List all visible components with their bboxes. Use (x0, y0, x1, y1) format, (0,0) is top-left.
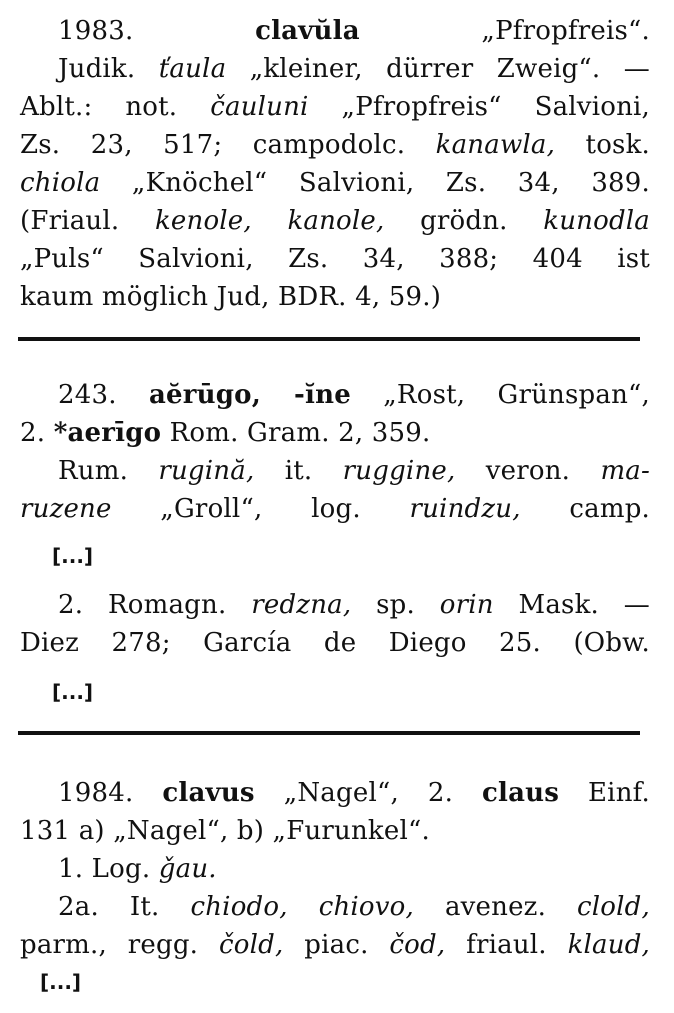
omission-marker: [...] (40, 970, 82, 994)
headword-variant: *aerīgo (53, 418, 162, 448)
entry-heading: 243. aĕrūgo, -ĭne „Rost, Grünspan“, (58, 380, 650, 410)
entry-text-line: chiola „Knöchel“ Salvioni, Zs. 34, 389. (20, 168, 651, 198)
entry-heading: 1983. clavŭla „Pfropfreis“. (58, 16, 650, 46)
headword: aĕrūgo, -ĭne (149, 380, 351, 410)
divider (18, 337, 640, 341)
entry-text-line: 131 a) „Nagel“, b) „Furunkel“. (20, 816, 430, 846)
entry-text-line: 2a. It. chiodo, chiovo, avenez. clold, (58, 892, 650, 922)
omission-marker: [...] (52, 544, 94, 568)
entry-text-line: Rum. rugină, it. ruggine, veron. ma- (58, 456, 650, 486)
entry-243 (20, 376, 650, 528)
entry-text-line: kaum möglich Jud, BDR. 4, 59.) (20, 282, 442, 312)
entry-243-continued (20, 586, 650, 662)
entry-text-line: ruzene „Groll“, log. ruindzu, camp. (20, 494, 650, 524)
entry-text-line: Zs. 23, 517; campodolc. kanawla, tosk. (20, 130, 651, 160)
entry-text-line: 2. Romagn. redzna, sp. orin Mask. — (58, 590, 650, 620)
headword: clavŭla (255, 16, 360, 46)
divider (18, 731, 640, 735)
omission-marker: [...] (52, 680, 94, 704)
entry-text-line: Ablt.: not. čauluni „Pfropfreis“ Salvioni, (20, 92, 650, 122)
entry-text-line: Judik. ťaula „kleiner, dürrer Zweig“. — (58, 54, 650, 84)
entry-text-line: Diez 278; García de Diego 25. (Obw. (20, 628, 650, 658)
entry-text-line: 1. Log. ǧau. (58, 854, 217, 884)
entry-text-line: „Puls“ Salvioni, Zs. 34, 388; 404 ist (20, 244, 650, 274)
headword: clavus (162, 778, 255, 808)
entry-1983 (20, 12, 650, 316)
entry-1984 (20, 774, 650, 964)
entry-heading: 1984. clavus „Nagel“, 2. claus Einf. (58, 778, 651, 808)
headword-variant: claus (481, 778, 560, 808)
entry-text-line: (Friaul. kenole, kanole, grödn. kunodla (20, 206, 651, 236)
entry-text-line: 2. *aerīgo Rom. Gram. 2, 359. (20, 418, 431, 448)
entry-text-line: parm., regg. čold, piac. čod, friaul. klaud, (20, 930, 651, 960)
